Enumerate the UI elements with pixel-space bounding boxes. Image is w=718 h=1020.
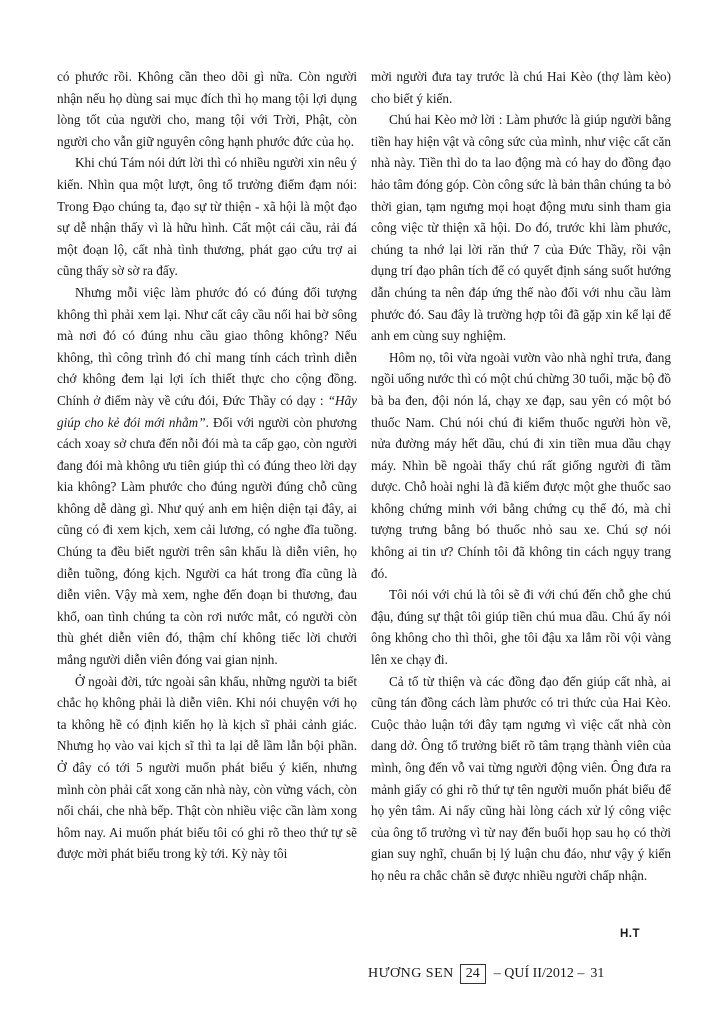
- page-number: 31: [590, 966, 605, 981]
- paragraph: Cả tổ từ thiện và các đồng đạo đến giúp cất nhà, ai cũng tán đồng cách làm phước có tri thức của Hai Kèo. Cuộc thảo luận tới đây tạm ngưng vì việc cất nhà còn dang dở. Ông tổ trưởng biết rõ tâm trạng thành viên của mình, ông đến vỗ vai từng người động viên. Ông đưa ra mảnh giấy có ghi rõ thứ tự tên người muốn phát biểu để họ yên tâm. Ai nấy cũng hài lòng cách xử lý công việc của ông tổ trưởng vì từ nay đến buổi họp sau họ có thời gian suy nghĩ, chuẩn bị lý luận chu đáo, như vậy ý kiến họ nêu ra chắc chắn sẽ được nhiều người chấp nhận.: [371, 673, 671, 883]
- paragraph: Tôi nói với chú là tôi sẽ đi với chú đến chỗ ghe chú đậu, đúng sự thật tôi giúp tiền chú mua dầu. Chú ấy nói ông không cho thì thôi, ghe tôi đậu xa lắm rồi vội vàng lên xe chạy đi.: [371, 587, 671, 668]
- paragraph-text: Nhưng mỗi việc làm phước đó có đúng đối tượng không thì phải xem lại. Như cất cây cầu nối hai bờ sông mà nơi đó có đúng nhu cầu giao thông không? Nếu không, thì công trình đó chỉ mang tính cách trình diễn chớ không đem lại lợi ích thiết thực cho cộng đồng. Chính ở điểm này về cứu đói, Đức Thầy có dạy :: [57, 284, 357, 408]
- paragraph: Ở ngoài đời, tức ngoài sân khấu, những người ta biết chắc họ không phải là diễn viên. Khi nói chuyện với họ ta không hề có định kiến họ là kịch sĩ phải cảnh giác. Nhưng họ vào vai kịch sĩ thì ta lại dễ lầm lẫn bội phần. Ở đây có tới 5 người muốn phát biểu ý kiến, nhưng mình còn phải cất xong căn nhà này, còn vừng vách, còn nối chái, che nhà bếp. Thật còn nhiều việc cần làm xong hôm nay. Ai muốn phát biểu tôi có ghi rõ theo thứ tự sẽ được mời phát biểu trong kỳ tới. Kỳ này tôi: [57, 673, 357, 862]
- paragraph-text: . Đối với người còn phương cách xoay sở chưa đến nỗi đói mà ta cấp gạo, còn người đang đói mà không ưu tiên giúp thì có đúng theo lời dạy kia không? Làm phước cho đúng người đúng chỗ cũng không dễ dàng gì. Như quý anh em hiện diện tại đây, ai cũng có đi xem kịch, xem cải lương, có nghe đĩa tuồng. Chúng ta đều biết người trên sân khấu là diễn viên, họ diễn tuồng, đóng kịch. Người ca hát trong đĩa cũng là diễn viên. Vậy mà xem, nghe đến đoạn bi thương, đau khổ, oan tình chúng ta còn rơi nước mắt, có người còn thù ghét diễn viên đó, thậm chí không tiếc lời chưởi mắng người diễn viên đóng vai gian nịnh.: [57, 414, 357, 668]
- paragraph: có phước rồi. Không cần theo dõi gì nữa. Còn người nhận nếu họ dùng sai mục đích thì họ mang tội lợi dụng lòng tốt của người cho, mang tội với Trời, Phật, còn người cho vẫn giữ nguyên công hạnh phước đức của họ.: [57, 69, 357, 149]
- quote: “Hãy giúp cho kẻ đói mới nhằm”: [57, 392, 358, 430]
- page-footer: [368, 961, 668, 987]
- left-column: [57, 66, 357, 865]
- right-column: [371, 66, 671, 887]
- paragraph: Hôm nọ, tôi vừa ngoài vườn vào nhà nghỉ trưa, đang ngồi uống nước thì có một chú chừng 30 tuổi, mặc bộ đồ bà ba đen, đội nón lá, chạy xe đạp, sau yên có một bó thuốc Nam. Chú nói chú đi kiếm thuốc người hòn về, nửa đường máy hết dầu, chú đi xin tiền mua dầu chạy máy. Nhìn bề ngoài thấy chú rất giống người đi tầm dược. Chỗ hoài nghi là đã kiếm được một ghe thuốc sao không chứng minh với bằng chứng cụ thể đó, mà chỉ tượng trưng bằng bó thuốc nhỏ sau xe. Chú sợ nói không ai tin ư? Chính tôi đã không tin cách ngụy trang đó.: [371, 349, 671, 581]
- paragraph: Khi chú Tám nói dứt lời thì có nhiều người xin nêu ý kiến. Nhìn qua một lượt, ông tổ trưởng điểm đạm nói: Trong Đạo chúng ta, đạo sự từ thiện - xã hội là một đạo sự dễ nhận thấy vì là hữu hình. Cất một cái cầu, rải đá một đoạn lộ, cất nhà tình thương, phát gạo cứu trợ ai cũng thấy sờ sờ ra đấy.: [57, 155, 357, 279]
- author-signature: H.T: [620, 928, 641, 940]
- paragraph: mời người đưa tay trước là chú Hai Kèo (thợ làm kèo) cho biết ý kiến.: [371, 69, 671, 106]
- paragraph: [57, 282, 357, 671]
- issue-number: 24: [460, 964, 486, 984]
- issue-quarter: – QUÍ II/2012 –: [493, 966, 585, 981]
- magazine-name: HƯƠNG SEN: [368, 966, 454, 981]
- paragraph: Chú hai Kèo mở lời : Làm phước là giúp người bằng tiền hay hiện vật và công sức của mình, như việc cất căn nhà này. Tiền thì do ta lao động mà có hay do đồng đạo hảo tâm đóng góp. Còn công sức là bản thân chúng ta bỏ thời gian, tạm ngưng mọi hoạt động mưu sinh tham gia công việc từ thiện xã hội. Do đó, trước khi làm phước, chúng ta nhớ lại lời răn thứ 7 của Đức Thầy, rồi vận dụng trí đạo phân tích để có quyết định sáng suốt hướng dẫn chúng ta nên đáp ứng thế nào đối với nhu cầu làm phước đó. Sau đây là trường hợp tôi đã gặp xin kể lại để anh em cùng suy nghiệm.: [371, 112, 671, 344]
